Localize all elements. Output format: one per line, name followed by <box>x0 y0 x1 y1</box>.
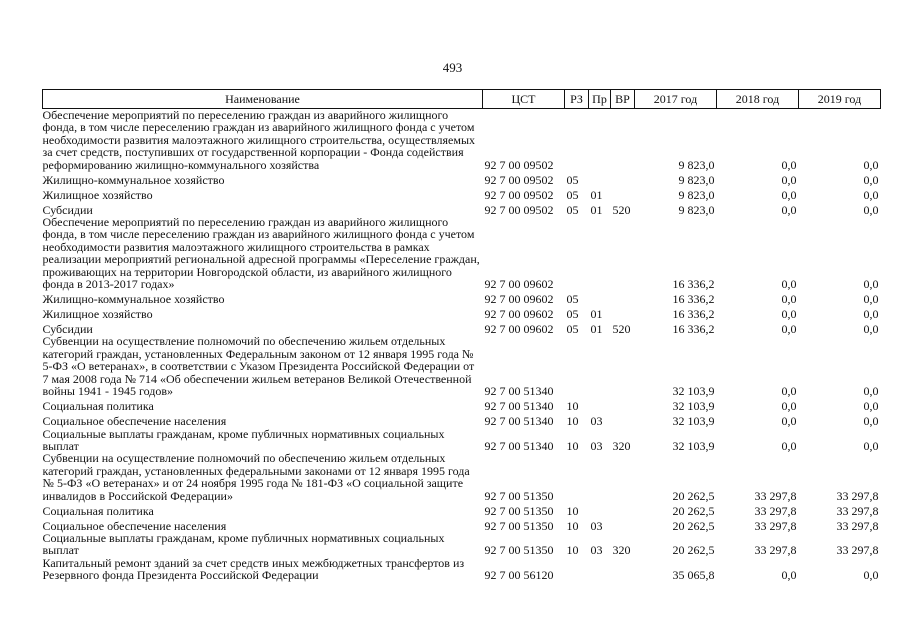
cell-cst: 92 7 00 09502 <box>484 172 554 187</box>
cell-y2019: 0,0 <box>863 172 879 187</box>
cell-y2017: 32 103,9 <box>672 414 715 429</box>
cell-cst: 92 7 00 51350 <box>484 503 554 518</box>
cell-y2019: 33 297,8 <box>836 503 879 518</box>
cell-vr <box>611 502 635 517</box>
cell-y2019: 0,0 <box>863 568 879 583</box>
cell-y2019: 0,0 <box>863 399 879 414</box>
cell-y2019: 33 297,8 <box>836 543 879 558</box>
cell-y2017: 20 262,5 <box>672 503 715 518</box>
cell-y2018: 0,0 <box>781 292 797 307</box>
cell-y2018: 0,0 <box>781 202 797 217</box>
cell-pr: 03 <box>590 518 603 533</box>
cell-pr <box>589 290 611 305</box>
table-row <box>43 290 881 305</box>
cell-rz: 05 <box>566 322 579 337</box>
cell-cst: 92 7 00 09602 <box>484 292 554 307</box>
cell-pr <box>589 335 611 397</box>
table-row <box>43 502 881 517</box>
cell-rz: 10 <box>566 438 579 453</box>
cell-vr <box>611 335 635 397</box>
cell-y2018: 33 297,8 <box>754 488 797 503</box>
cell-rz: 05 <box>566 292 579 307</box>
page-number: 493 <box>442 60 463 75</box>
budget-table <box>42 89 881 582</box>
cell-pr <box>589 502 611 517</box>
cell-rz <box>565 109 589 172</box>
cell-pr: 03 <box>590 414 603 429</box>
cell-y2018: 33 297,8 <box>754 543 797 558</box>
cell-y2017: 32 103,9 <box>672 438 715 453</box>
table-row <box>43 171 881 186</box>
cell-y2017: 16 336,2 <box>672 307 715 322</box>
cell-y2018: 0,0 <box>781 157 797 172</box>
cell-rz: 10 <box>566 503 579 518</box>
cell-y2019: 0,0 <box>863 414 879 429</box>
cell-name: Субсидии <box>42 202 93 217</box>
cell-rz <box>565 452 589 502</box>
cell-vr <box>611 171 635 186</box>
cell-vr: 520 <box>612 322 631 337</box>
cell-y2017: 9 823,0 <box>678 172 715 187</box>
cell-pr <box>589 557 611 582</box>
cell-y2017: 32 103,9 <box>672 384 715 399</box>
cell-name: Социальное обеспечение населения <box>42 518 227 533</box>
table-header-row <box>43 90 881 109</box>
table-row <box>43 216 881 290</box>
cell-pr: 01 <box>590 202 603 217</box>
cell-name: Обеспечение мероприятий по переселению граждан из аварийного жилищного фонда, в том числе переселению граждан из аварийного жилищного фонда с учетом необходимости развития малоэтажного жилищного строительства в рамках реализации мероприятий региональной адресной программы «Переселение граждан, проживающих на территории Новгородской области, из аварийного жилищного фонда в 2013-2017 годах» <box>42 215 480 292</box>
cell-y2018: 0,0 <box>781 172 797 187</box>
cell-name: Социальная политика <box>42 399 154 414</box>
cell-name: Субвенции на осуществление полномочий по обеспечению жильем отдельных категорий граждан, установленных федеральными законами от 12 января 1995 года № 5-ФЗ «О ветеранах» и от 24 ноября 1995 года № 181-ФЗ «О социальной защите инвалидов в Российской Федерации» <box>42 451 470 503</box>
table-row <box>43 398 881 413</box>
cell-y2017: 20 262,5 <box>672 518 715 533</box>
cell-name: Жилищное хозяйство <box>42 307 153 322</box>
cell-pr <box>589 171 611 186</box>
cell-cst: 92 7 00 09502 <box>484 157 554 172</box>
table-row <box>43 557 881 582</box>
cell-y2017: 9 823,0 <box>678 157 715 172</box>
table-row <box>43 335 881 397</box>
cell-vr: 320 <box>612 543 631 558</box>
cell-y2018: 0,0 <box>781 568 797 583</box>
cell-rz: 10 <box>566 414 579 429</box>
cell-y2019: 0,0 <box>863 292 879 307</box>
cell-vr <box>611 109 635 172</box>
table-row <box>43 517 881 532</box>
table-row <box>43 428 881 453</box>
cell-name: Субсидии <box>42 322 93 337</box>
table-row <box>43 452 881 502</box>
cell-y2019: 0,0 <box>863 202 879 217</box>
cell-name: Социальная политика <box>42 503 154 518</box>
table-row <box>43 186 881 201</box>
cell-name: Субвенции на осуществление полномочий по обеспечению жильем отдельных категорий граждан, установленных Федеральным законом от 12 января 1995 года № 5-ФЗ «О ветеранах», в соответствии с Указом Президента Российской Федерации от 7 мая 2008 года № 714 «Об обеспечении жильем ветеранов Великой Отечественной войны 1941 - 1945 годов» <box>42 334 475 399</box>
cell-rz <box>565 335 589 397</box>
cell-y2017: 9 823,0 <box>678 187 715 202</box>
cell-vr: 320 <box>612 438 631 453</box>
cell-y2018: 0,0 <box>781 277 797 292</box>
cell-y2019: 0,0 <box>863 438 879 453</box>
cell-cst: 92 7 00 51350 <box>484 518 554 533</box>
cell-name: Жилищное хозяйство <box>42 187 153 202</box>
cell-cst: 92 7 00 51340 <box>484 414 554 429</box>
cell-pr: 01 <box>590 307 603 322</box>
cell-y2018: 0,0 <box>781 384 797 399</box>
cell-y2017: 16 336,2 <box>672 277 715 292</box>
cell-y2017: 9 823,0 <box>678 202 715 217</box>
header-name: Наименование <box>43 90 483 109</box>
header-vr: ВР <box>611 90 635 109</box>
cell-pr <box>589 452 611 502</box>
cell-vr <box>611 452 635 502</box>
cell-name: Жилищно-коммунальное хозяйство <box>42 292 225 307</box>
cell-name: Обеспечение мероприятий по переселению граждан из аварийного жилищного фонда, в том числе переселению граждан из аварийного жилищного фонда с учетом необходимости развития малоэтажного жилищного строительства, осуществляемых за счет средств, поступивших от государственной корпорации - Фонда содействия реформированию жилищно-коммунального хозяйства <box>42 108 476 172</box>
cell-rz <box>565 557 589 582</box>
cell-y2018: 0,0 <box>781 399 797 414</box>
cell-cst: 92 7 00 09502 <box>484 187 554 202</box>
cell-y2018: 0,0 <box>781 307 797 322</box>
cell-name: Социальные выплаты гражданам, кроме публичных нормативных социальных выплат <box>42 530 445 558</box>
cell-rz: 05 <box>566 187 579 202</box>
cell-pr: 03 <box>590 543 603 558</box>
cell-y2017: 16 336,2 <box>672 322 715 337</box>
cell-rz: 10 <box>566 518 579 533</box>
cell-y2017: 32 103,9 <box>672 399 715 414</box>
cell-cst: 92 7 00 09602 <box>484 322 554 337</box>
header-2018: 2018 год <box>717 90 799 109</box>
cell-pr: 01 <box>590 187 603 202</box>
table-row <box>43 201 881 216</box>
cell-vr <box>611 517 635 532</box>
cell-y2019: 33 297,8 <box>836 488 879 503</box>
cell-rz: 05 <box>566 307 579 322</box>
cell-name: Социальные выплаты гражданам, кроме публичных нормативных социальных выплат <box>42 426 445 453</box>
cell-y2018: 0,0 <box>781 322 797 337</box>
table-body <box>43 109 881 582</box>
cell-y2017: 20 262,5 <box>672 543 715 558</box>
cell-y2018: 33 297,8 <box>754 518 797 533</box>
cell-y2017: 16 336,2 <box>672 292 715 307</box>
cell-pr: 03 <box>590 438 603 453</box>
cell-cst: 92 7 00 09602 <box>484 277 554 292</box>
header-2017: 2017 год <box>635 90 717 109</box>
cell-cst: 92 7 00 51340 <box>484 399 554 414</box>
cell-cst: 92 7 00 51350 <box>484 543 554 558</box>
cell-y2018: 33 297,8 <box>754 503 797 518</box>
header-cst: ЦСТ <box>483 90 565 109</box>
cell-cst: 92 7 00 09602 <box>484 307 554 322</box>
cell-vr <box>611 186 635 201</box>
table-row <box>43 413 881 428</box>
cell-rz: 10 <box>566 399 579 414</box>
table-row <box>43 305 881 320</box>
cell-name: Социальное обеспечение населения <box>42 414 227 429</box>
cell-y2017: 35 065,8 <box>672 568 715 583</box>
cell-rz <box>565 216 589 290</box>
cell-name: Жилищно-коммунальное хозяйство <box>42 172 225 187</box>
cell-name: Капитальный ремонт зданий за счет средств иных межбюджетных трансфертов из Резервного фонда Президента Российской Федерации <box>42 555 465 583</box>
cell-vr <box>611 413 635 428</box>
cell-y2019: 33 297,8 <box>836 518 879 533</box>
cell-vr: 520 <box>612 202 631 217</box>
table-row <box>43 320 881 335</box>
cell-y2019: 0,0 <box>863 157 879 172</box>
cell-y2019: 0,0 <box>863 322 879 337</box>
cell-rz: 10 <box>566 543 579 558</box>
cell-y2019: 0,0 <box>863 307 879 322</box>
cell-cst: 92 7 00 56120 <box>484 568 554 583</box>
cell-cst: 92 7 00 09502 <box>484 202 554 217</box>
cell-y2019: 0,0 <box>863 277 879 292</box>
cell-y2018: 0,0 <box>781 187 797 202</box>
cell-cst: 92 7 00 51350 <box>484 488 554 503</box>
cell-pr <box>589 216 611 290</box>
table-row <box>43 532 881 557</box>
header-pr: Пр <box>589 90 611 109</box>
cell-y2019: 0,0 <box>863 187 879 202</box>
cell-y2018: 0,0 <box>781 438 797 453</box>
cell-rz: 05 <box>566 202 579 217</box>
cell-vr <box>611 557 635 582</box>
cell-cst: 92 7 00 51340 <box>484 438 554 453</box>
table-row <box>43 109 881 172</box>
cell-vr <box>611 216 635 290</box>
cell-y2019: 0,0 <box>863 384 879 399</box>
cell-pr: 01 <box>590 322 603 337</box>
cell-vr <box>611 305 635 320</box>
cell-rz: 05 <box>566 172 579 187</box>
header-2019: 2019 год <box>799 90 881 109</box>
header-rz: РЗ <box>565 90 589 109</box>
cell-cst: 92 7 00 51340 <box>484 384 554 399</box>
cell-y2018: 0,0 <box>781 414 797 429</box>
cell-pr <box>589 398 611 413</box>
cell-pr <box>589 109 611 172</box>
cell-y2017: 20 262,5 <box>672 488 715 503</box>
cell-vr <box>611 290 635 305</box>
cell-vr <box>611 398 635 413</box>
